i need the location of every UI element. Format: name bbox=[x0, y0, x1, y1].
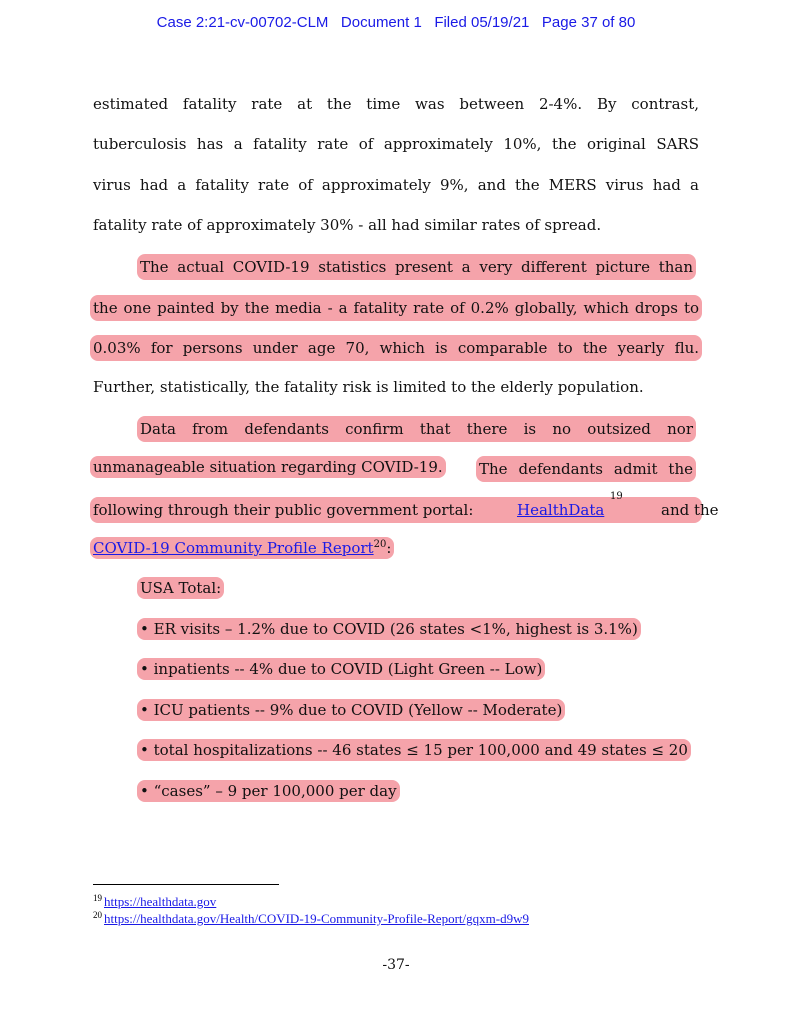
page-number: -37- bbox=[382, 957, 410, 973]
bullet-item bbox=[93, 739, 746, 761]
bullet-total-hospitalizations: • total hospitalizations -- 46 states ≤ 15 per 100,000 and 49 states ≤ 20 bbox=[137, 739, 691, 761]
bullet-icu-patients: • ICU patients -- 9% due to COVID (Yellow -- Moderate) bbox=[137, 699, 565, 721]
highlight: unmanageable situation regarding COVID-19. bbox=[90, 456, 446, 478]
footnote-19 bbox=[93, 894, 216, 909]
p2-line-1 bbox=[93, 254, 699, 276]
colon: : bbox=[386, 539, 392, 557]
footnote-ref-20: 20 bbox=[373, 539, 387, 550]
case-number: Case 2:21-cv-00702-CLM bbox=[156, 14, 329, 31]
filed-date: Filed 05/19/21 bbox=[434, 14, 530, 31]
document-number: Document 1 bbox=[340, 14, 422, 31]
p3-line-4 bbox=[93, 537, 699, 559]
usa-total-line bbox=[93, 577, 746, 599]
p3-line-3 bbox=[93, 491, 719, 519]
footnote-divider bbox=[93, 884, 279, 885]
highlight bbox=[90, 537, 394, 559]
p3-line-2 bbox=[93, 456, 699, 478]
footnote-link-community-profile[interactable]: https://healthdata.gov/Health/COVID-19-Community-Profile-Report/gqxm-d9w9 bbox=[104, 911, 529, 926]
bullet-cases: • “cases” – 9 per 100,000 per day bbox=[137, 780, 400, 802]
p1-line-4: fatality rate of approximately 30% - all had similar rates of spread. bbox=[93, 216, 602, 234]
highlight: Data from defendants confirm that there is no outsized nor bbox=[137, 416, 696, 442]
highlight: following through their public government portal: HealthData 19 and the bbox=[90, 497, 702, 523]
page-indicator: Page 37 of 80 bbox=[541, 14, 636, 31]
bullet-item bbox=[93, 658, 746, 680]
case-header bbox=[0, 14, 792, 31]
p2-line-3 bbox=[93, 335, 699, 357]
community-profile-link[interactable]: COVID-19 Community Profile Report bbox=[93, 539, 374, 557]
and-the-text: and the bbox=[661, 501, 719, 519]
highlight: 0.03% for persons under age 70, which is comparable to the yearly flu. bbox=[90, 335, 702, 361]
bullet-item bbox=[93, 699, 746, 721]
footnote-link-healthdata[interactable]: https://healthdata.gov bbox=[104, 894, 217, 909]
bullet-er-visits: • ER visits – 1.2% due to COVID (26 states <1%, highest is 3.1%) bbox=[137, 618, 641, 640]
bullet-item bbox=[93, 618, 746, 640]
highlight: The actual COVID-19 statistics present a very different picture than bbox=[137, 254, 696, 280]
highlight: The defendants admit the bbox=[476, 456, 696, 482]
p2-line-4: Further, statistically, the fatality risk is limited to the elderly population. bbox=[93, 378, 644, 396]
footnote-number: 19 bbox=[93, 892, 102, 903]
p1-line-2: tuberculosis has a fatality rate of approximately 10%, the original SARS bbox=[93, 135, 699, 153]
p3-line-1 bbox=[93, 416, 699, 438]
footnote-number: 20 bbox=[93, 909, 102, 920]
p1-line-3: virus had a fatality rate of approximately 9%, and the MERS virus had a bbox=[93, 176, 699, 194]
healthdata-link[interactable]: HealthData bbox=[517, 501, 605, 519]
portal-text: following through their public government portal: bbox=[93, 501, 474, 519]
highlight: the one painted by the media - a fatality rate of 0.2% globally, which drops to bbox=[90, 295, 702, 321]
p2-line-2 bbox=[93, 295, 699, 317]
bullet-item bbox=[93, 780, 746, 802]
footnote-20 bbox=[93, 911, 529, 926]
bullet-inpatients: • inpatients -- 4% due to COVID (Light Green -- Low) bbox=[137, 658, 545, 680]
p1-line-1: estimated fatality rate at the time was between 2-4%. By contrast, bbox=[93, 95, 699, 113]
usa-total-title: USA Total: bbox=[137, 577, 224, 599]
